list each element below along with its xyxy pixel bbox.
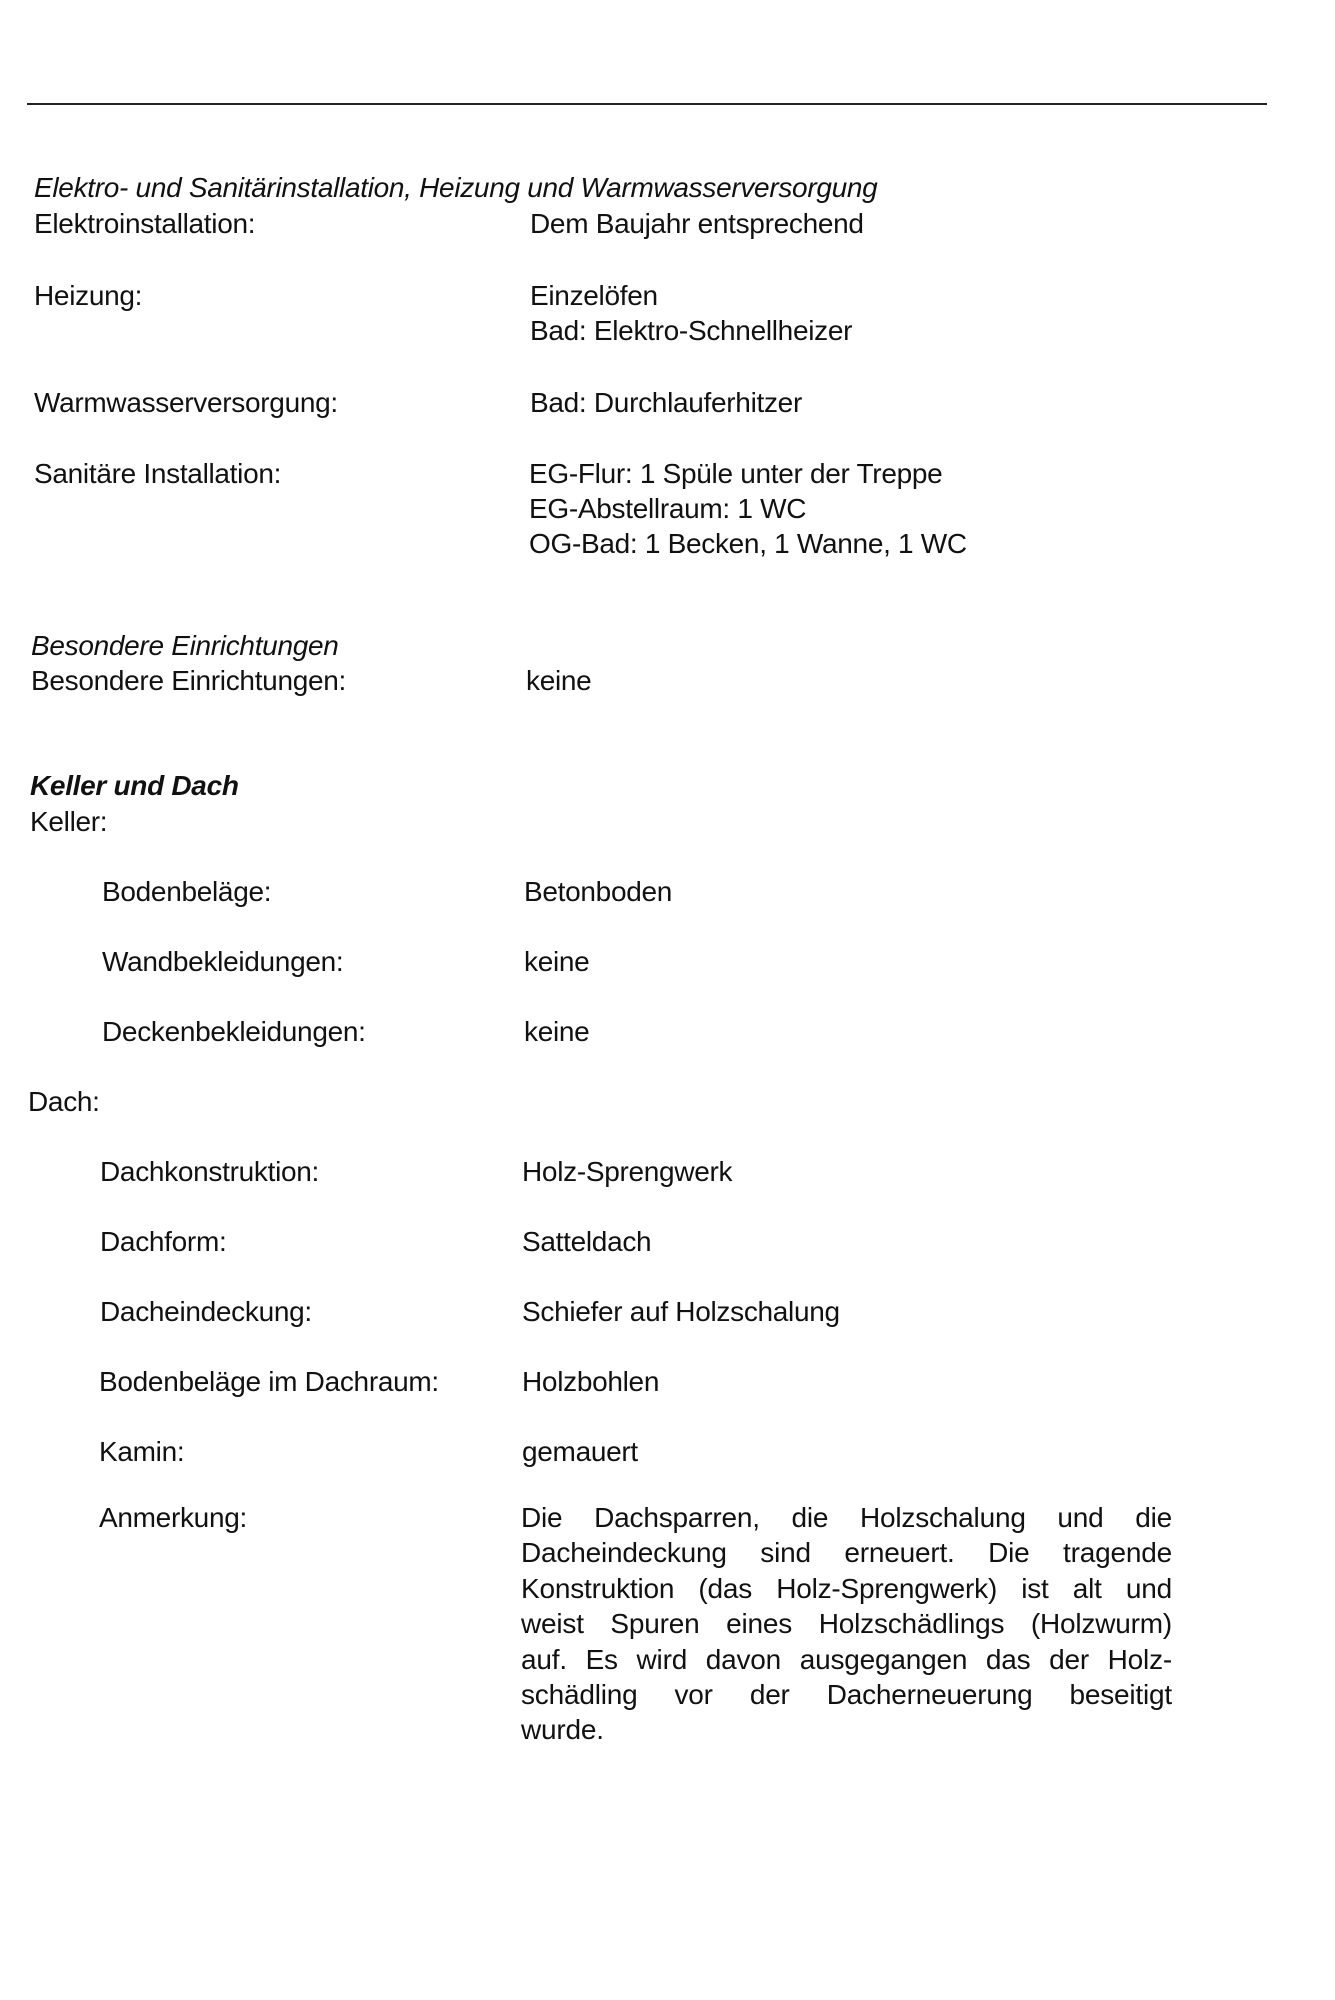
elektro-value: Dem Baujahr entsprechend <box>530 208 864 239</box>
anmerkung-line: Konstruktion (das Holz-Sprengwerk) ist alt und <box>521 1572 1172 1604</box>
anmerkung-text <box>521 1500 1172 1748</box>
anmerkung-line: weist Spuren eines Holzschädlings (Holzwurm) <box>521 1608 1172 1640</box>
dach-item-value: Satteldach <box>522 1226 652 1257</box>
dach-item-value: Schiefer auf Holzschalung <box>522 1296 840 1327</box>
dach-item-label: Dachkonstruktion: <box>100 1156 320 1187</box>
elektro-label: Elektroinstallation: <box>34 208 256 239</box>
warmwasser-label: Warmwasserversorgung: <box>34 387 338 418</box>
header-rule <box>27 103 1267 105</box>
keller-item-value: keine <box>524 1016 590 1047</box>
dach-item-label: Kamin: <box>99 1436 185 1467</box>
anmerkung-label: Anmerkung: <box>99 1502 247 1533</box>
anmerkung-line: auf. Es wird davon ausgegangen das der Holz- <box>521 1643 1172 1675</box>
dach-label: Dach: <box>28 1086 100 1117</box>
dach-item-value: Holzbohlen <box>522 1366 660 1397</box>
sanitaer-value-3: OG-Bad: 1 Becken, 1 Wanne, 1 WC <box>529 528 967 559</box>
anmerkung-line: Dacheindeckung sind erneuert. Die tragende <box>521 1537 1172 1569</box>
section-heading-besondere: Besondere Einrichtungen <box>31 630 339 661</box>
besondere-label: Besondere Einrichtungen: <box>31 665 347 696</box>
keller-item-label: Wandbekleidungen: <box>102 946 344 977</box>
keller-item-value: Betonboden <box>524 876 673 907</box>
sanitaer-value-2: EG-Abstellraum: 1 WC <box>529 493 807 524</box>
heizung-value-1: Einzelöfen <box>530 280 658 311</box>
keller-item-label: Bodenbeläge: <box>102 876 272 907</box>
keller-label: Keller: <box>30 806 108 837</box>
dach-item-label: Dachform: <box>100 1226 227 1257</box>
heizung-label: Heizung: <box>34 280 143 311</box>
dach-item-label: Bodenbeläge im Dachraum: <box>99 1366 439 1397</box>
warmwasser-value: Bad: Durchlauferhitzer <box>530 387 802 418</box>
dach-item-value: Holz-Sprengwerk <box>522 1156 733 1187</box>
section-heading-keller-dach: Keller und Dach <box>30 770 239 801</box>
keller-item-value: keine <box>524 946 590 977</box>
dach-item-label: Dacheindeckung: <box>100 1296 312 1327</box>
anmerkung-line: wurde. <box>521 1714 604 1746</box>
sanitaer-value-1: EG-Flur: 1 Spüle unter der Treppe <box>529 458 943 489</box>
anmerkung-line: Die Dachsparren, die Holzschalung und die <box>521 1502 1172 1533</box>
dach-item-value: gemauert <box>522 1436 638 1467</box>
anmerkung-line: schädling vor der Dacherneuerung beseitigt <box>521 1678 1172 1710</box>
heizung-value-2: Bad: Elektro-Schnellheizer <box>530 315 853 346</box>
section-heading-installation: Elektro- und Sanitärinstallation, Heizung und Warmwasserversorgung <box>34 172 878 203</box>
sanitaer-label: Sanitäre Installation: <box>34 458 282 489</box>
besondere-value: keine <box>526 665 592 696</box>
keller-item-label: Deckenbekleidungen: <box>102 1016 366 1047</box>
